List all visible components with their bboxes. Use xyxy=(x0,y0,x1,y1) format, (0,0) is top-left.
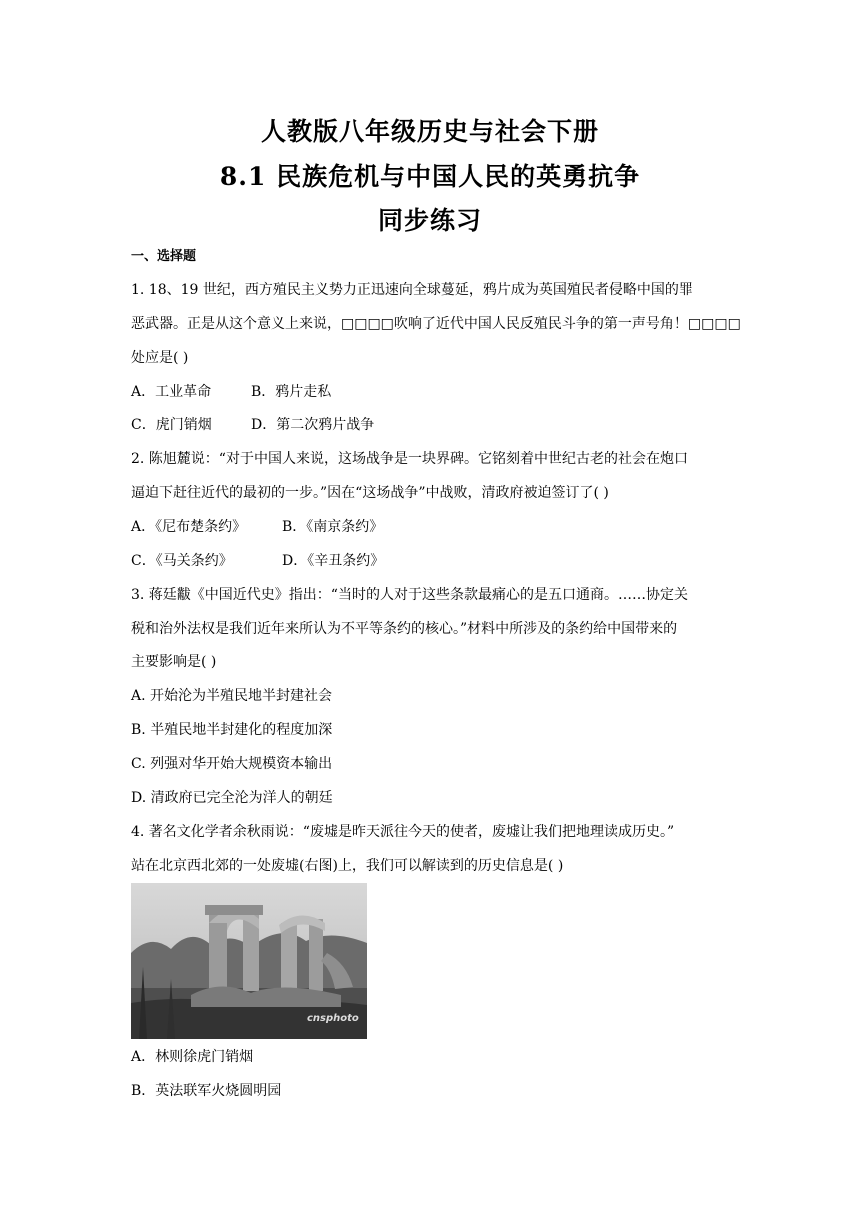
q3-stem-line1: 3. 蒋廷黻《中国近代史》指出：“当时的人对于这些条款最痛心的是五口通商。……协定关 xyxy=(131,587,688,603)
q1-option-a: A．工业革命 xyxy=(131,384,212,400)
ruins-photo xyxy=(131,883,367,1039)
q2-options-row2 xyxy=(131,551,384,571)
q1-stem-line1: 1. 18、19 世纪，西方殖民主义势力正迅速向全球蔓延，鸦片成为英国殖民者侵略中国的罪 xyxy=(131,282,693,298)
q4-stem-line1: 4. 著名文化学者余秋雨说：“废墟是昨天派往今天的使者，废墟让我们把地理读成历史。” xyxy=(131,824,675,840)
q4-stem-line2: 站在北京西北郊的一处废墟(右图)上，我们可以解读到的历史信息是( ) xyxy=(131,858,564,874)
q1-option-d: D．第二次鸦片战争 xyxy=(251,417,375,433)
q2-option-d: D．《辛丑条约》 xyxy=(282,553,385,569)
q4-option-a: A．林则徐虎门销烟 xyxy=(131,1049,254,1065)
q2-option-c: C．《马关条约》 xyxy=(131,553,233,569)
q2-stem-line1: 2. 陈旭麓说：“对于中国人来说，这场战争是一块界碑。它铭刻着中世纪古老的社会在炮口 xyxy=(131,451,688,467)
q3-stem-line2: 税和治外法权是我们近年来所认为不平等条约的核心。”材料中所涉及的条约给中国带来的 xyxy=(131,621,678,637)
q3-option-d: D. 清政府已完全沦为洋人的朝廷 xyxy=(131,790,333,806)
q4-option-b: B．英法联军火烧圆明园 xyxy=(131,1083,282,1099)
q3-option-b: B. 半殖民地半封建化的程度加深 xyxy=(131,722,333,738)
q2-options-row1 xyxy=(131,517,383,537)
q3-stem-line3: 主要影响是( ) xyxy=(131,654,217,670)
section-heading: 一、选择题 xyxy=(131,249,197,264)
q1-option-c: C．虎门销烟 xyxy=(131,417,212,433)
q3-option-a: A. 开始沦为半殖民地半封建社会 xyxy=(131,688,333,704)
document-title-line1: 人教版八年级历史与社会下册 xyxy=(260,117,599,146)
q1-stem-line3: 处应是( ) xyxy=(131,350,189,366)
q2-option-b: B．《南京条约》 xyxy=(282,519,384,535)
q2-stem-line2: 逼迫下赶往近代的最初的一步。”因在“这场战争”中战败，清政府被迫签订了( ) xyxy=(131,485,609,501)
q2-option-a: A．《尼布楚条约》 xyxy=(131,519,247,535)
q1-options-row1 xyxy=(131,382,331,402)
photo-watermark: cnsphoto xyxy=(307,1013,359,1024)
q1-stem-line2: 恶武器。正是从这个意义上来说，□□□□吹响了近代中国人民反殖民斗争的第一声号角！□□□□ xyxy=(131,316,741,332)
q1-option-b: B．鸦片走私 xyxy=(251,384,332,400)
document-title-line3: 同步练习 xyxy=(377,206,482,235)
q1-options-row2 xyxy=(131,415,374,435)
q3-option-c: C. 列强对华开始大规模资本输出 xyxy=(131,756,333,772)
document-title-line2: 8.1 民族危机与中国人民的英勇抗争 xyxy=(219,162,641,191)
